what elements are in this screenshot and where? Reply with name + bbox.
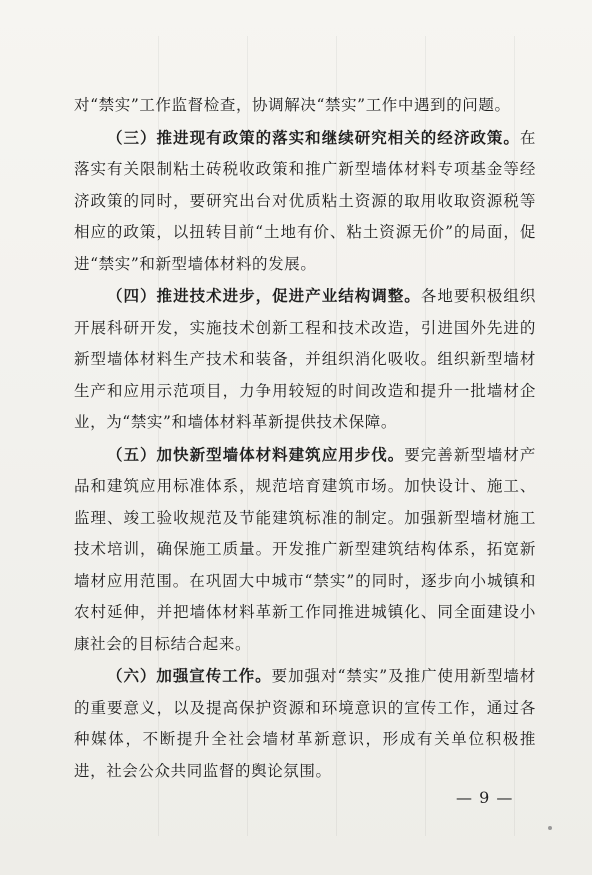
paragraph-4: [74, 439, 536, 661]
page-number: — 9 —: [456, 788, 514, 807]
paragraph-4-text: 要完善新型墙材产品和建筑应用标准体系，规范培育建筑市场。加快设计、施工、监理、竣工验收规范及节能建筑标准的制定。加强新型墙材施工技术培训，确保施工质量。开发推广新型建筑结构体系，拓宽新墙材应用范围。在巩固大中城市“禁实”的同时，逐步向小城镇和农村延伸，并把墙体材料革新工作同推进城镇化、同全面建设小康社会的目标结合起来。: [74, 445, 536, 653]
paragraph-1-text: 对“禁实”工作监督检查，协调解决“禁实”工作中遇到的问题。: [74, 96, 511, 114]
paragraph-2: [74, 122, 536, 281]
paragraph-5: [74, 660, 536, 787]
body-text: [74, 90, 536, 787]
paragraph-5-text: 要加强对“禁实”及推广使用新型墙材的重要意义，以及提高保护资源和环境意识的宣传工作，通过各种媒体，不断提升全社会墙材革新意识，形成有关单位积极推进，社会公众共同监督的舆论氛围。: [74, 667, 536, 780]
paragraph-3-text: 各地要积极组织开展科研开发，实施技术创新工程和技术改造，引进国外先进的新型墙体材料生产技术和装备，并组织消化吸收。组织新型墙材生产和应用示范项目，力争用较短的时间改造和提升一批墙材企业，为“禁实”和墙体材料革新提供技术保障。: [74, 287, 537, 431]
paragraph-5-heading: （六）加强宣传工作。: [107, 666, 272, 685]
paragraph-1: [74, 90, 536, 122]
paragraph-4-heading: （五）加快新型墙体材料建筑应用步伐。: [107, 444, 405, 464]
paper-speck: [548, 826, 552, 830]
paragraph-2-heading: （三）推进现有政策的落实和继续研究相关的经济政策。: [107, 127, 520, 147]
paragraph-3: [74, 280, 536, 439]
paragraph-2-text: 在落实有关限制粘土砖税收政策和推广新型墙体材料专项基金等经济政策的同时，要研究出台对优质粘土资源的取用收取资源税等相应的政策，以扭转目前“土地有价、粘土资源无价”的局面，促进“禁实”和新型墙体材料的发展。: [74, 128, 536, 273]
paragraph-3-heading: （四）推进技术进步，促进产业结构调整。: [107, 286, 421, 305]
